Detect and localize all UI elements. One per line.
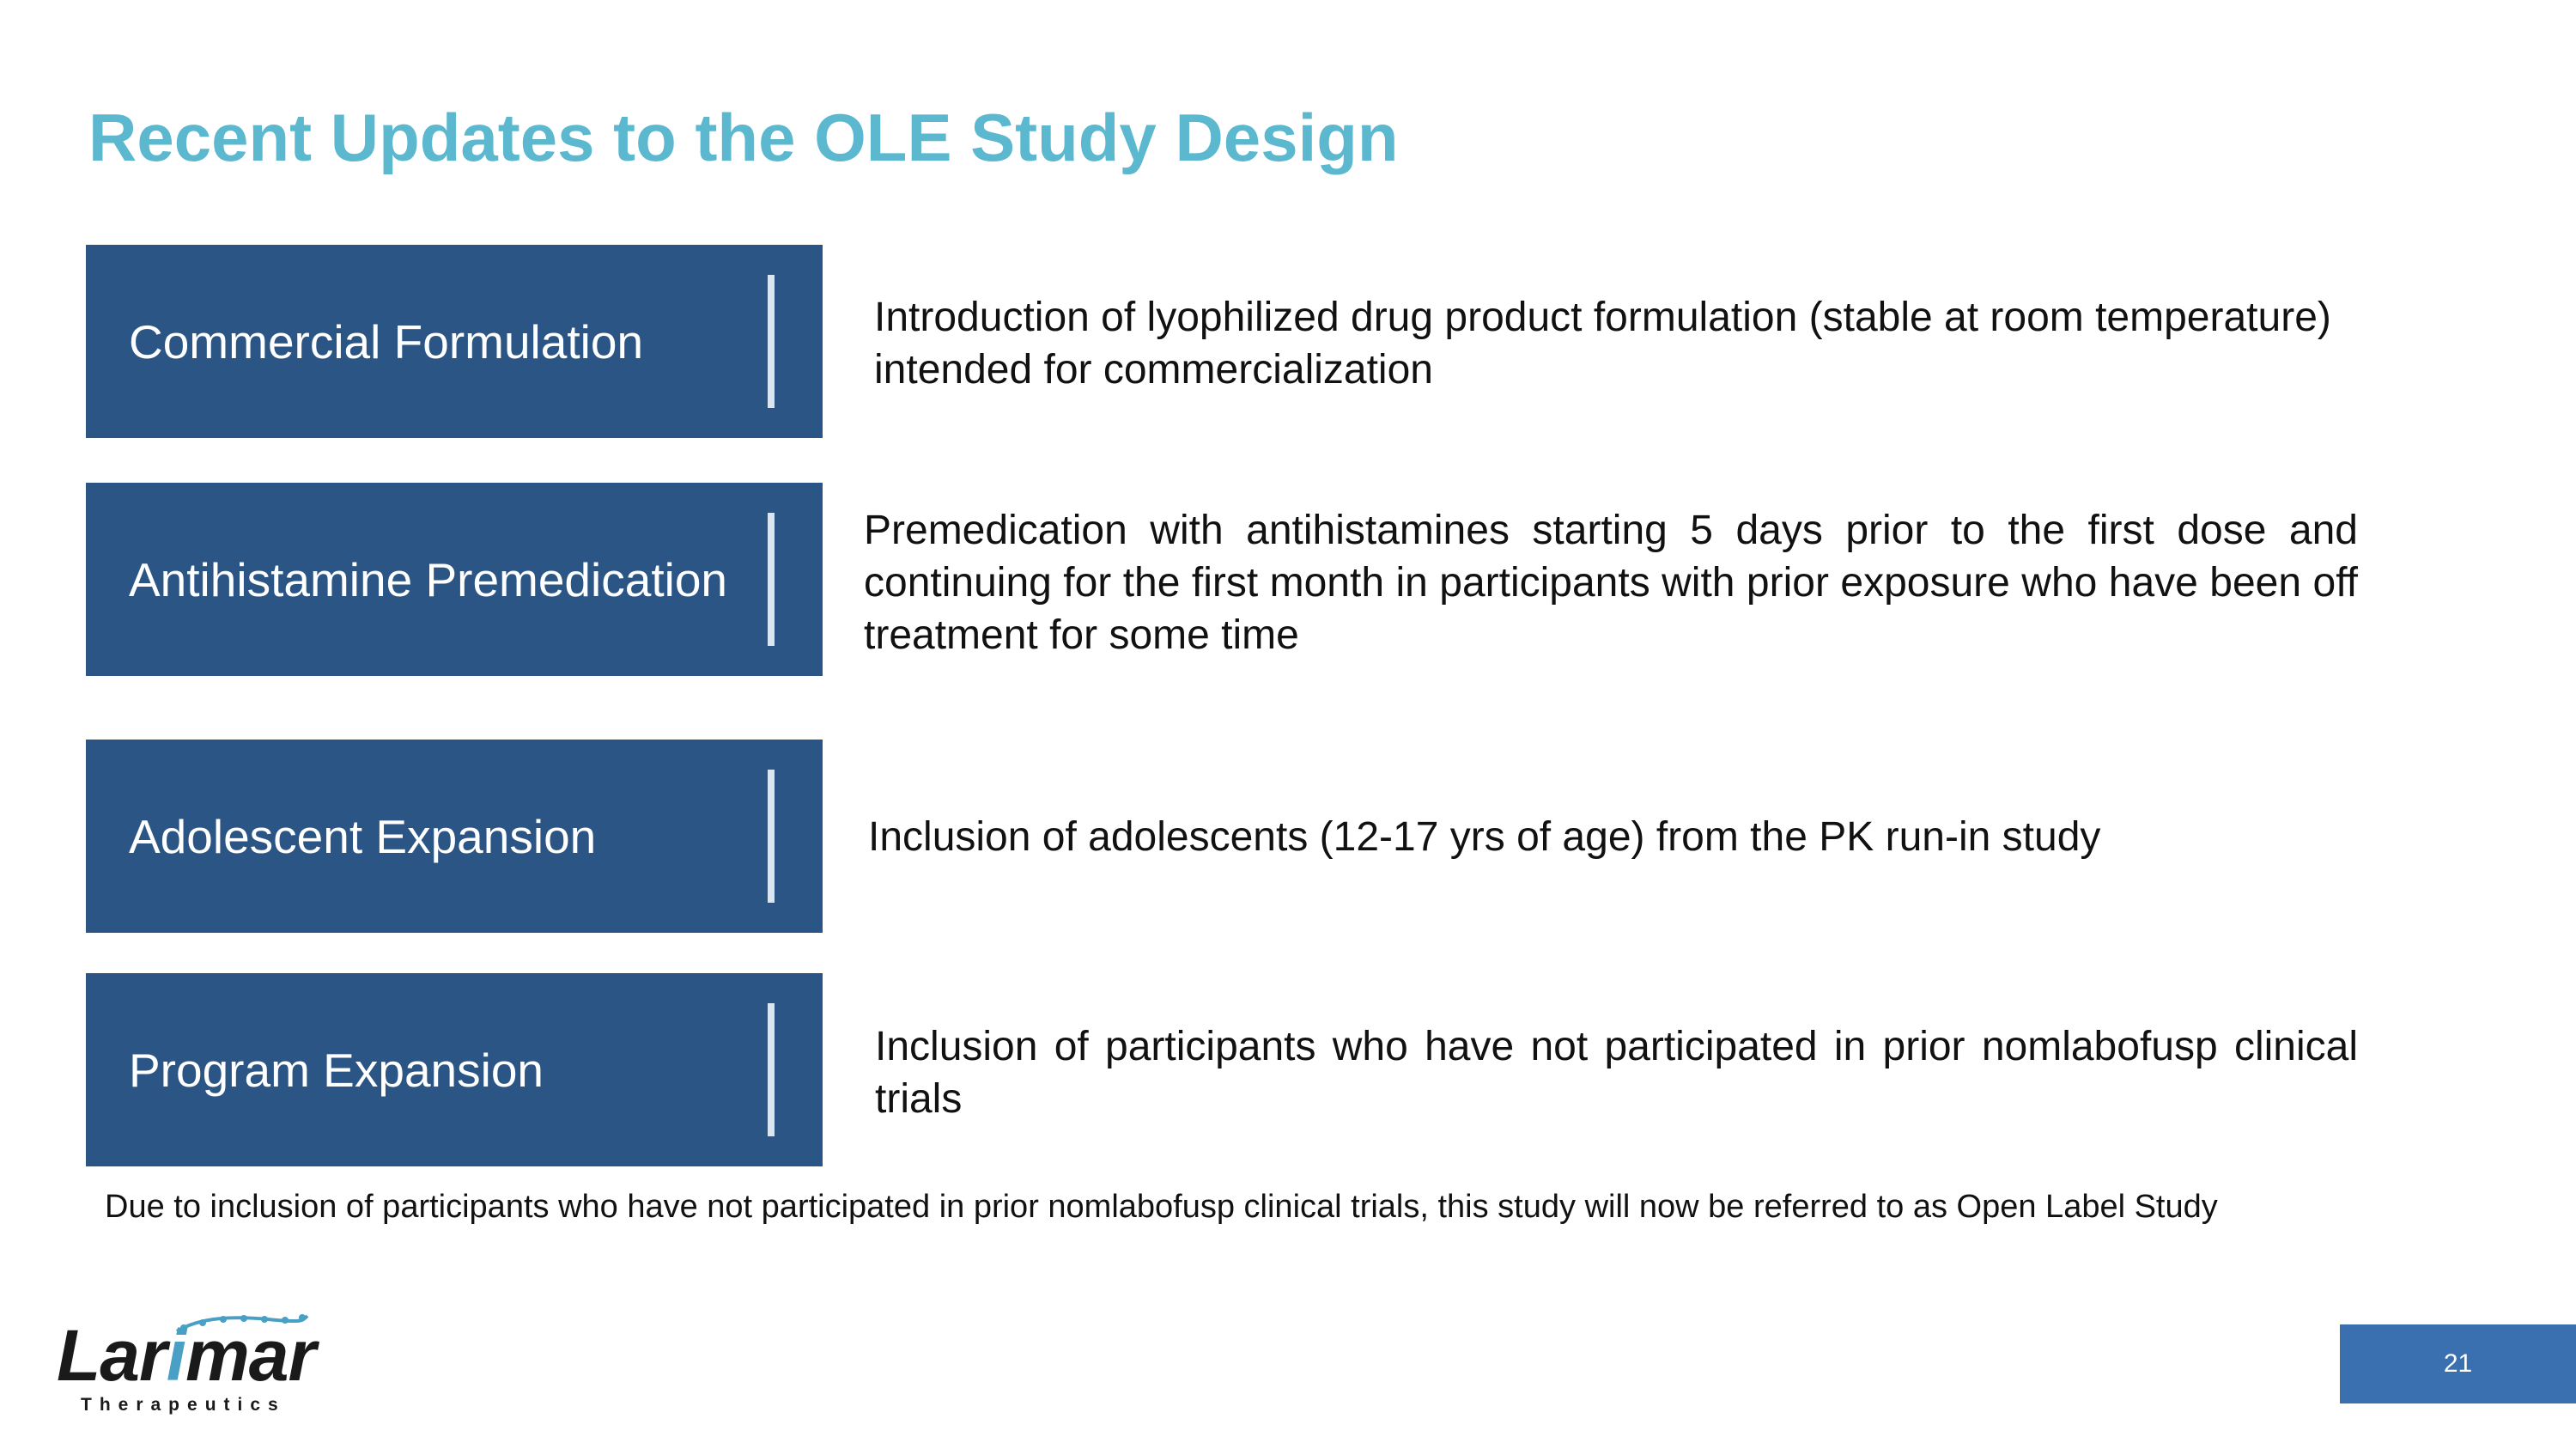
row-label: Antihistamine Premedication bbox=[129, 552, 728, 606]
logo-subtitle: Therapeutics bbox=[81, 1395, 286, 1415]
row-divider bbox=[768, 1003, 775, 1136]
row-divider bbox=[768, 770, 775, 903]
row-description: Inclusion of participants who have not participated in prior nomlabofusp clinical trials bbox=[875, 1024, 2358, 1122]
larimar-logo bbox=[57, 1315, 316, 1419]
logo-wordmark: Larimar bbox=[57, 1315, 316, 1396]
row-divider bbox=[768, 275, 775, 408]
page-number: 21 bbox=[2340, 1324, 2576, 1403]
row-description: Introduction of lyophilized drug product formulation (stable at room temperature) intended for commercialization bbox=[874, 295, 2331, 393]
row-divider bbox=[768, 513, 775, 646]
row-description: Inclusion of adolescents (12-17 yrs of age) from the PK run-in study bbox=[868, 814, 2101, 860]
page-title: Recent Updates to the OLE Study Design bbox=[88, 100, 1399, 175]
row-label: Program Expansion bbox=[129, 1043, 544, 1097]
row-label: Commercial Formulation bbox=[129, 314, 644, 368]
row-description: Premedication with antihistamines starting 5 days prior to the first dose and continuing for the first month in participants with prior exposure who have been off treatment for some time bbox=[864, 508, 2358, 658]
row-box-antihistamine-premedication bbox=[86, 483, 823, 676]
row-label: Adolescent Expansion bbox=[129, 809, 597, 863]
footnote: Due to inclusion of participants who have not participated in prior nomlabofusp clinical trials, this study will now be referred to as Open Label Study bbox=[105, 1189, 2218, 1225]
row-box-commercial-formulation bbox=[86, 245, 823, 438]
row-box-adolescent-expansion bbox=[86, 740, 823, 933]
row-box-program-expansion bbox=[86, 973, 823, 1166]
